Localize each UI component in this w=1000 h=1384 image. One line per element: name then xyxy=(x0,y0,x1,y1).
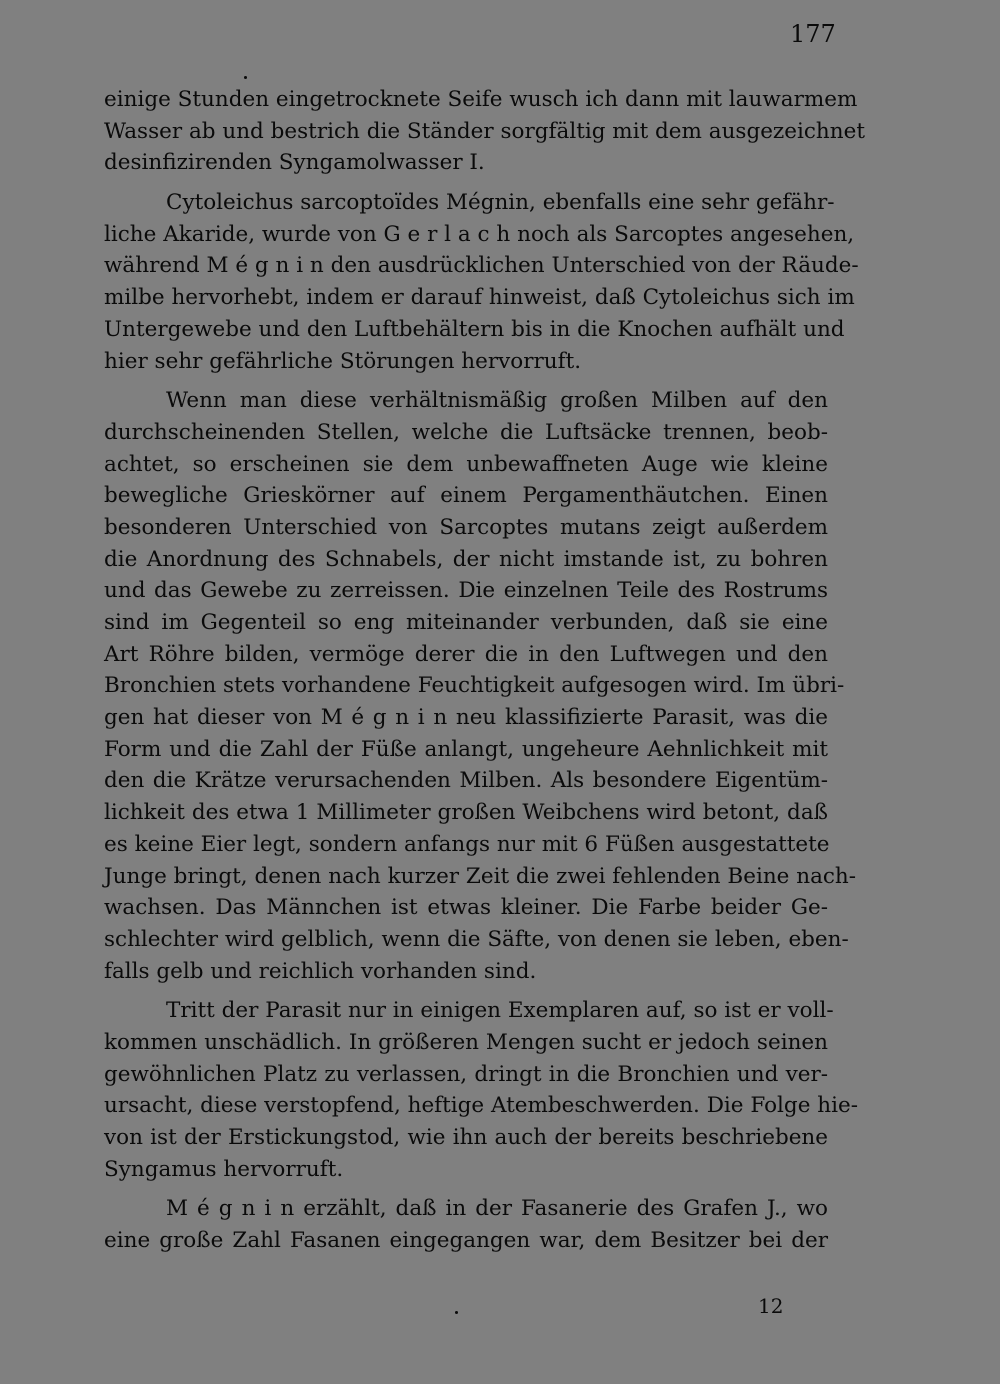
text-line: und das Gewebe zu zerreissen. Die einzelnen Teile des Rostrums xyxy=(104,578,828,604)
paragraph xyxy=(104,995,858,1185)
text-line: bewegliche Grieskörner auf einem Pergamenthäutchen. Einen xyxy=(104,483,828,509)
text-line: eine große Zahl Fasanen eingegangen war, dem Besitzer bei der xyxy=(104,1228,828,1254)
text-line: Form und die Zahl der Füße anlangt, ungeheure Aehnlichkeit mit xyxy=(104,736,828,762)
text-line: Cytoleichus sarcoptoïdes Mégnin, ebenfalls eine sehr gefähr- xyxy=(166,190,835,216)
text-line: gewöhnlichen Platz zu verlassen, dringt in die Bronchien und ver- xyxy=(104,1061,828,1087)
text-line: Wasser ab und bestrich die Ständer sorgfältig mit dem ausgezeichnet xyxy=(104,118,865,144)
text-line: kommen unschädlich. In größeren Mengen sucht er jedoch seinen xyxy=(104,1029,828,1055)
text-line: durchscheinenden Stellen, welche die Luftsäcke trennen, beob- xyxy=(104,419,828,445)
paragraph xyxy=(104,385,857,987)
text-line: ursacht, diese verstopfend, heftige Atembeschwerden. Die Folge hie- xyxy=(104,1093,858,1119)
text-line: Bronchien stets vorhandene Feuchtigkeit aufgesogen wird. Im übri- xyxy=(104,673,845,699)
text-line: die Anordnung des Schnabels, der nicht imstande ist, zu bohren xyxy=(104,546,828,572)
paragraph xyxy=(104,84,865,179)
text-line: Tritt der Parasit nur in einigen Exemplaren auf, so ist er voll- xyxy=(166,998,834,1024)
speck xyxy=(455,1311,458,1314)
text-line: falls gelb und reichlich vorhanden sind. xyxy=(104,958,537,984)
paragraph xyxy=(104,1193,828,1256)
text-line: Art Röhre bilden, vermöge derer die in den Luftwegen und den xyxy=(104,641,828,667)
page-number: 177 xyxy=(790,20,836,48)
text-line: gen hat dieser von M é g n i n neu klassifizierte Parasit, was die xyxy=(104,705,828,731)
text-line: besonderen Unterschied von Sarcoptes mutans zeigt außerdem xyxy=(104,514,828,540)
text-line: wachsen. Das Männchen ist etwas kleiner. Die Farbe beider Ge- xyxy=(104,895,828,921)
speck xyxy=(244,76,247,79)
text-line: Wenn man diese verhältnismäßig großen Milben auf den xyxy=(166,388,828,414)
text-line: sind im Gegenteil so eng miteinander verbunden, daß sie eine xyxy=(104,610,828,635)
text-line: einige Stunden eingetrocknete Seife wusch ich dann mit lauwarmem xyxy=(104,87,858,112)
text-line: Syngamus hervorruft. xyxy=(104,1156,344,1182)
text-line: schlechter wird gelblich, wenn die Säfte, von denen sie leben, eben- xyxy=(104,926,849,952)
text-line: Untergewebe und den Luftbehältern bis in die Knochen aufhält und xyxy=(104,316,845,342)
text-line: lichkeit des etwa 1 Millimeter großen Weibchens wird betont, daß xyxy=(104,800,828,826)
text-line: den die Krätze verursachenden Milben. Als besondere Eigentüm- xyxy=(104,768,828,794)
paragraph xyxy=(104,187,859,377)
text-line: während M é g n i n den ausdrücklichen Unterschied von der Räude- xyxy=(104,253,859,279)
text-line: von ist der Erstickungstod, wie ihn auch der bereits beschriebene xyxy=(104,1125,828,1150)
text-line: achtet, so erscheinen sie dem unbewaffneten Auge wie kleine xyxy=(104,451,828,477)
text-line: hier sehr gefährliche Störungen hervorruft. xyxy=(104,348,582,374)
body-text xyxy=(104,84,865,1257)
text-line: es keine Eier legt, sondern anfangs nur mit 6 Füßen ausgestattete xyxy=(104,831,830,857)
text-line: Junge bringt, denen nach kurzer Zeit die zwei fehlenden Beine nach- xyxy=(104,863,857,889)
text-line: desinfizirenden Syngamolwasser I. xyxy=(104,150,485,176)
text-line: liche Akaride, wurde von G e r l a c h noch als Sarcoptes angesehen, xyxy=(104,221,855,247)
text-line: milbe hervorhebt, indem er darauf hinweist, daß Cytoleichus sich im xyxy=(104,285,855,311)
signature-mark: 12 xyxy=(758,1294,784,1318)
text-line: M é g n i n erzählt, daß in der Fasanerie des Grafen J., wo xyxy=(166,1196,828,1222)
